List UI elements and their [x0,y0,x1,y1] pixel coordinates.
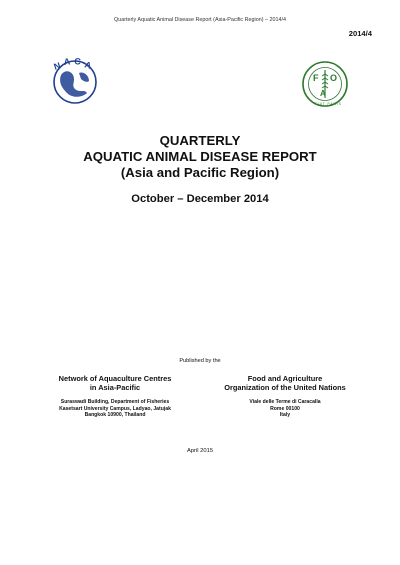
svg-text:FIAT PANIS: FIAT PANIS [315,102,342,106]
published-by-label: Published by the [179,358,221,364]
org-address [40,399,190,419]
fao-logo [301,60,349,108]
svg-text:C: C [73,56,82,67]
report-period: October – December 2014 [131,193,269,205]
address-line: Bangkok 10900, Thailand [84,412,146,419]
issue-number: 2014/4 [348,29,372,38]
running-header: Quarterly Aquatic Animal Disease Report (Asia-Pacific Region) – 2014/4 [114,17,286,23]
naca-logo [49,55,101,107]
publication-date: April 2015 [186,448,214,454]
svg-text:O: O [330,73,338,83]
report-title-line-2: AQUATIC ANIMAL DISEASE REPORT [83,149,317,164]
org-address [206,399,364,419]
svg-text:A: A [83,59,93,71]
svg-text:F: F [313,73,319,83]
org-name-line: Organization of the United Nations [224,383,346,393]
svg-text:A: A [320,89,326,98]
publisher-fao [206,374,364,419]
org-name-line: Network of Aquaculture Centres [58,374,172,383]
svg-text:A: A [63,56,71,67]
address-line: Viale delle Terme di Caracalla [249,398,321,405]
address-line: Rome 00100 [270,405,300,412]
svg-text:N: N [52,60,62,72]
publisher-naca [40,374,190,419]
org-name-line: Food and Agriculture [247,374,323,383]
report-title-line-1: QUARTERLY [159,133,241,148]
address-line: Suraswadi Building, Department of Fisheries [60,398,170,405]
address-line: Kasetsart University Campus, Ladyao, Jatujak [59,405,171,412]
report-title-line-3: (Asia and Pacific Region) [120,165,280,180]
address-line: Italy [279,412,291,419]
org-name-line: in Asia-Pacific [89,383,141,393]
